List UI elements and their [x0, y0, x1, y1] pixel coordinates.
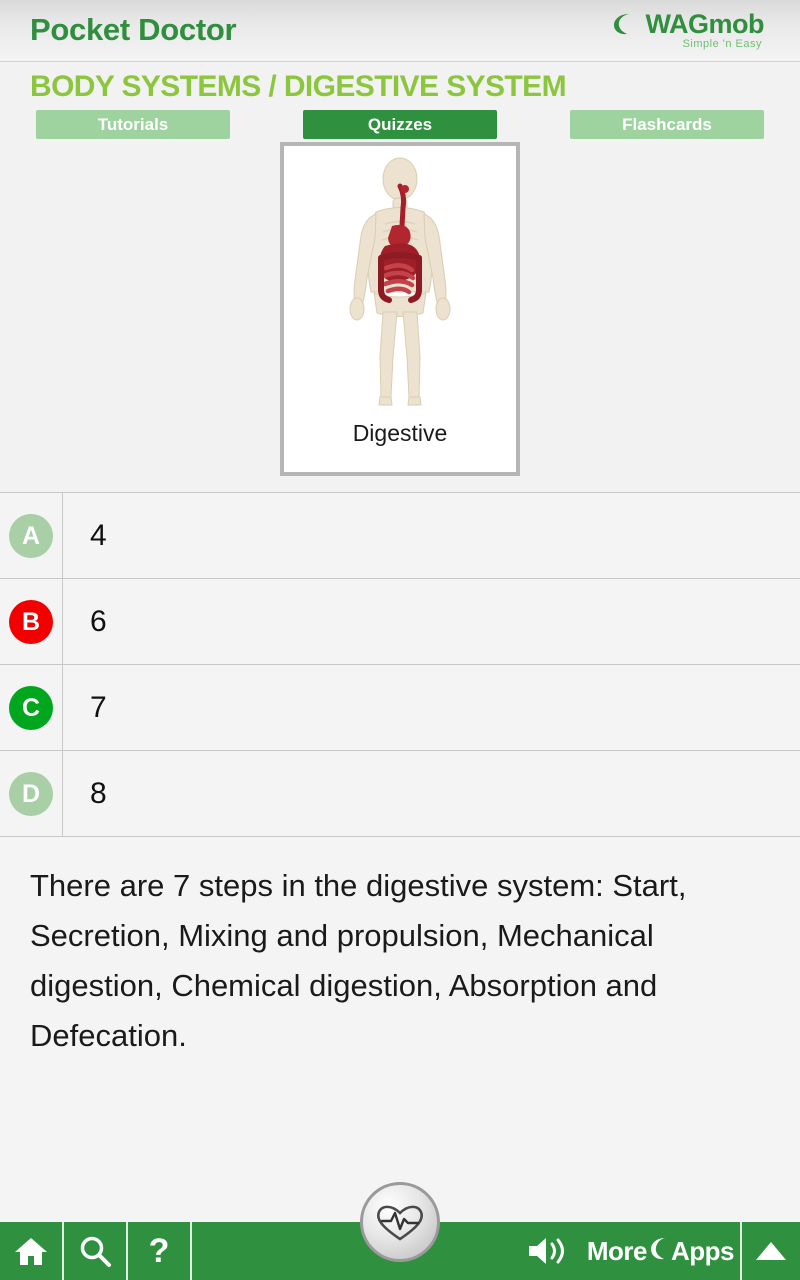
app-header	[0, 0, 800, 62]
svg-text:?: ?	[148, 1233, 170, 1269]
option-a-badge: A	[9, 514, 53, 558]
home-icon[interactable]	[0, 1222, 62, 1280]
question-mark-icon[interactable]	[128, 1222, 190, 1280]
tab-tutorials[interactable]: Tutorials	[36, 110, 230, 139]
option-b-text: 6	[90, 604, 107, 638]
search-icon[interactable]	[64, 1222, 126, 1280]
triangle-up-icon[interactable]	[742, 1222, 800, 1280]
question-area	[0, 142, 800, 492]
option-d-text: 8	[90, 776, 107, 810]
more-apps-label2: Apps	[671, 1235, 734, 1266]
option-d[interactable]	[0, 750, 800, 836]
option-a[interactable]	[0, 492, 800, 578]
toolbar-divider	[126, 1222, 128, 1280]
toolbar-divider	[190, 1222, 192, 1280]
toolbar-divider	[740, 1222, 742, 1280]
breadcrumb: BODY SYSTEMS / DIGESTIVE SYSTEM	[0, 62, 800, 110]
toolbar-divider	[62, 1222, 64, 1280]
tab-flashcards[interactable]: Flashcards	[570, 110, 764, 139]
option-c-badge: C	[9, 686, 53, 730]
option-a-text: 4	[90, 518, 107, 552]
explanation-text: There are 7 steps in the digestive system: Start, Secretion, Mixing and propulsion, Mechanical digestion, Chemical digestion, Absorption and Defecation.	[0, 836, 800, 1222]
option-b-badge: B	[9, 600, 53, 644]
logo-wordmark: WAGmob	[645, 9, 764, 39]
tab-bar	[0, 110, 800, 142]
speaker-icon[interactable]	[513, 1222, 585, 1280]
option-d-badge: D	[9, 772, 53, 816]
crescent-moon-icon	[647, 1236, 671, 1267]
more-apps-label: More	[586, 1235, 647, 1266]
wagmob-logo	[606, 10, 766, 54]
more-apps-button[interactable]	[585, 1222, 740, 1280]
digestive-system-illustration	[284, 146, 516, 418]
app-title: Pocket Doctor	[30, 12, 237, 47]
answer-options	[0, 492, 800, 836]
image-caption: Digestive	[352, 420, 448, 446]
heartbeat-icon[interactable]	[360, 1182, 440, 1262]
option-c[interactable]	[0, 664, 800, 750]
crescent-moon-icon	[612, 12, 634, 36]
tab-quizzes[interactable]: Quizzes	[303, 110, 497, 139]
question-image-card	[280, 142, 520, 476]
option-c-text: 7	[90, 690, 107, 724]
option-b[interactable]	[0, 578, 800, 664]
bottom-toolbar	[0, 1222, 800, 1280]
logo-tagline: Simple 'n Easy	[682, 38, 762, 50]
